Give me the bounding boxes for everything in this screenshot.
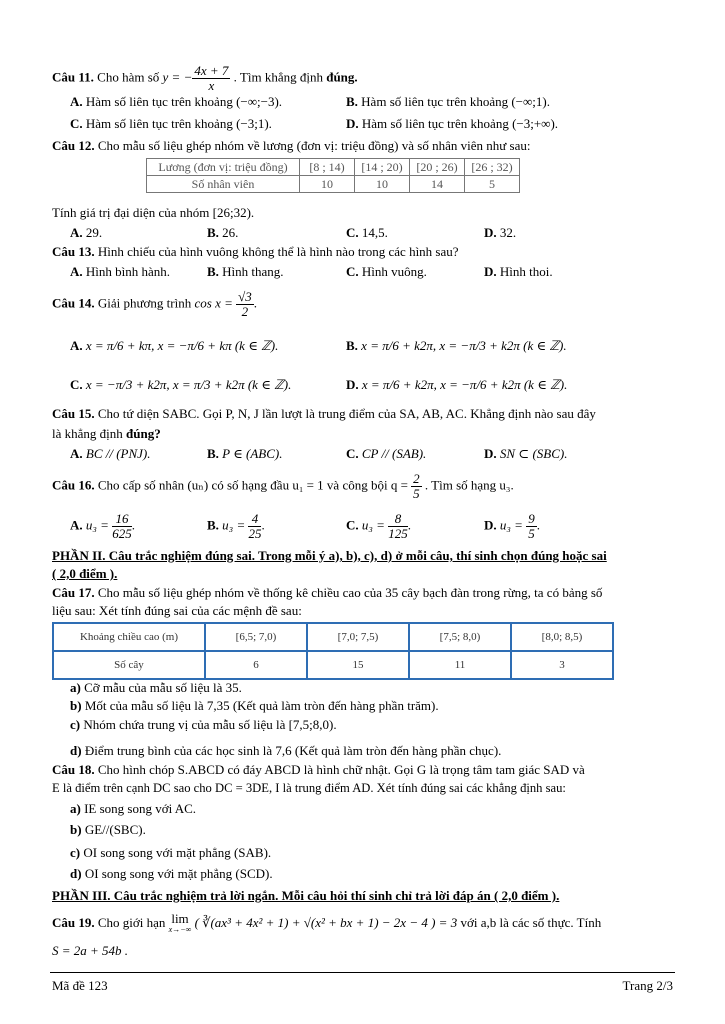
option-den: 5 [528,526,535,541]
option-key: C. [346,225,359,240]
q12-option-c[interactable] [346,225,388,241]
option-text: Hàm số liên tục trên khoảng (−∞;1). [361,94,550,109]
option-text: Hình vuông. [361,264,427,279]
option-key: D. [484,517,497,533]
item-key: c) [70,717,81,732]
q18-line1: Cho hình chóp S.ABCD có đáy ABCD là hình chữ nhật. Gọi G là trọng tâm tam giác SAD và [97,762,585,777]
q16-text: Cho cấp số nhân (uₙ) có số hạng đầu u₁ = 1 và công bội q = [97,477,408,493]
q19-limit [169,913,192,935]
q14-stem: Câu 14. Giải phương trình cos x = $\frac{√3}{2}$ . [52,289,257,319]
option-text: 32. [499,225,517,240]
q13-label: Câu 13. [52,244,95,259]
q11-option-d[interactable] [346,116,558,132]
option-num: 9 [528,511,535,526]
part3-heading: PHẦN III. Câu trắc nghiệm trả lời ngắn. Mỗi câu hỏi thí sinh chỉ trả lời đáp án ( 2,0 điểm ). [52,888,560,903]
q14-text: Giải phương trình [97,295,192,311]
table-cell: [8 ; 14) [300,159,355,176]
item-text: Điểm trung bình của các học sinh là 7,6 (Kết quả làm tròn đến hàng phần chục). [84,743,502,758]
option-num: 4 [248,512,261,527]
q14-eq-left: cos x = [194,295,233,311]
option-lhs: u₃ = [499,517,523,533]
option-key: D. [484,225,497,240]
q16-option-c[interactable]: C. u₃ = $\frac{8}{125}$ . [346,511,411,541]
q19-text: Cho giới hạn [97,914,166,930]
q17-item-a[interactable] [70,680,242,696]
q12-option-d[interactable] [484,225,516,241]
option-text: x = π/6 + k2π, x = −π/3 + k2π (k ∈ ℤ). [361,338,567,353]
item-text: GE//(SBC). [84,822,146,837]
q13-option-b[interactable] [207,264,284,280]
q11-func-prefix: y = − [162,69,193,85]
q11-option-a[interactable] [70,94,282,110]
q15-stem-line2 [52,426,161,442]
q18-item-c[interactable] [70,845,271,861]
q15-option-a[interactable] [70,446,151,462]
option-key: D. [346,116,359,131]
q18-line2: E là điểm trên cạnh DC sao cho DC = 3DE, I là trung điểm AD. Xét tính đúng sai các khẳng định sau: [52,781,566,795]
q16-q-den: 5 [413,486,420,501]
option-key: A. [70,225,83,240]
option-fraction [388,512,408,541]
option-text: BC // (PNJ). [85,446,151,461]
option-lhs: u₃ = [361,517,385,533]
option-text: CP // (SAB). [361,446,427,461]
q11-func-den: x [208,78,215,93]
exam-code: Mã đề 123 [52,978,108,993]
q15-label: Câu 15. [52,406,95,421]
table-cell: 15 [307,651,409,679]
q17-item-d[interactable] [70,743,501,759]
option-text: Hàm số liên tục trên khoảng (−3;1). [85,116,272,131]
option-key: B. [346,94,358,109]
option-key: D. [484,446,497,461]
q16-option-d[interactable]: D. u₃ = $\frac{9}{5}$ . [484,511,540,541]
q11-option-b[interactable] [346,94,550,110]
table-cell: Số cây [53,651,205,679]
q14-fraction [236,290,254,319]
q12-stem [52,138,530,154]
option-key: A. [70,94,83,109]
table-cell: [14 ; 20) [355,159,410,176]
q14-option-d[interactable] [346,377,567,393]
table-cell: Khoảng chiều cao (m) [53,623,205,651]
q16-fraction [411,472,422,501]
q17-stem [52,585,602,601]
option-fraction [112,512,132,541]
page-number: Trang 2/3 [622,978,673,993]
option-lhs: u₃ = [85,517,109,533]
q12-table [146,158,520,193]
q12-label: Câu 12. [52,138,95,153]
q16-label: Câu 16. [52,477,95,493]
q11-text-after: . Tìm khẳng định [233,69,323,85]
option-key: A. [70,338,83,353]
option-lhs: u₃ = [222,517,246,533]
option-text: Hàm số liên tục trên khoảng (−3;+∞). [361,116,559,131]
option-fraction [248,512,261,541]
table-cell: Lương (đơn vị: triệu đồng) [147,159,300,176]
item-key: d) [70,743,82,758]
option-text: P ∈ (ABC). [222,446,283,461]
q13-option-c[interactable] [346,264,427,280]
q19-expr: ( ∛(ax³ + 4x² + 1) + √(x² + bx + 1) − 2x − 4 ) = 3 [194,914,458,930]
option-key: C. [346,517,359,533]
item-text: OI song song với mặt phẳng (SAB). [83,845,272,860]
option-key: B. [207,264,219,279]
q16-option-b[interactable]: B. u₃ = $\frac{4}{25}$ . [207,511,265,541]
option-text: 14,5. [361,225,388,240]
q19-line2: S = 2a + 54b . [52,943,129,958]
option-den: 125 [388,526,408,541]
option-num: 8 [388,512,408,527]
option-text: 29. [85,225,103,240]
q12-question: Tính giá trị đại diện của nhóm [26;32). [52,205,255,220]
q14-eq-num: √3 [238,289,252,304]
option-key: C. [346,264,359,279]
option-key: D. [484,264,497,279]
table-row [147,159,520,176]
q15-line2: là khẳng định [52,426,123,441]
table-row [147,176,520,193]
item-text: Cỡ mẫu của mẫu số liệu là 35. [84,680,242,695]
option-key: C. [346,446,359,461]
q18-item-b[interactable] [70,822,146,838]
table-cell: [7,5; 8,0) [409,623,511,651]
table-cell: 3 [511,651,613,679]
option-text: Hình thoi. [499,264,553,279]
item-text: Nhóm chứa trung vị của mẫu số liệu là [7,5;8,0). [83,717,337,732]
item-text: OI song song với mặt phẳng (SCD). [84,866,273,881]
option-key: B. [207,225,219,240]
q16-text-after: . Tìm số hạng u₃. [424,477,514,493]
option-key: C. [70,377,83,392]
q12-text: Cho mẫu số liệu ghép nhóm về lương (đơn vị: triệu đồng) và số nhân viên như sau: [97,138,531,153]
table-cell: 14 [410,176,465,193]
table-cell: [26 ; 32) [465,159,520,176]
option-text: Hình thang. [222,264,284,279]
q13-stem [52,244,459,260]
q18-item-a[interactable] [70,801,196,817]
q12-option-b[interactable] [207,225,238,241]
q17-line2: liệu sau: Xét tính đúng sai của các mệnh đề sau: [52,603,302,618]
q14-label: Câu 14. [52,295,95,311]
q19-text-after: với a,b là các số thực. Tính [460,914,602,930]
q18-stem [52,762,585,778]
option-key: B. [207,446,219,461]
q18-label: Câu 18. [52,762,95,777]
q13-option-d[interactable] [484,264,553,280]
option-text: SN ⊂ (SBC). [499,446,568,461]
q17-label: Câu 17. [52,585,95,600]
table-cell: [7,0; 7,5) [307,623,409,651]
q16-option-a[interactable]: A. u₃ = $\frac{16}{625}$ . [70,511,135,541]
q17-table [52,622,614,680]
part2-heading: PHẦN II. Câu trắc nghiệm đúng sai. Trong mỗi ý a), b), c), d) ở mỗi câu, thí sinh chọn đúng hoặc sai [52,548,607,563]
item-key: b) [70,822,82,837]
q17-item-b[interactable] [70,698,439,714]
option-key: B. [207,517,219,533]
option-key: A. [70,446,83,461]
option-text: x = π/6 + kπ, x = −π/6 + kπ (k ∈ ℤ). [85,338,279,353]
q15-option-b[interactable] [207,446,282,462]
option-fraction [526,512,537,541]
option-den: 625 [112,526,132,541]
q14-option-a[interactable] [70,338,278,354]
table-row [53,623,613,651]
q13-text: Hình chiếu của hình vuông không thể là hình nào trong các hình sau? [97,244,459,259]
item-text: IE song song với AC. [84,801,197,816]
item-key: b) [70,698,82,713]
item-text: Mốt của mẫu số liệu là 7,35 (Kết quả làm tròn đến hàng phần trăm). [84,698,439,713]
item-key: a) [70,801,81,816]
q14-option-c[interactable] [70,377,291,393]
q11-option-c[interactable] [70,116,272,132]
q11-func-num: 4x + 7 [194,63,229,78]
table-cell: 5 [465,176,520,193]
q19-lim-sub: x→−∞ [168,925,192,934]
option-key: A. [70,517,83,533]
q15-emphasis: đúng? [126,426,161,441]
option-key: C. [70,116,83,131]
table-cell: 11 [409,651,511,679]
table-cell: 10 [355,176,410,193]
q11-fraction [192,64,230,93]
q17-item-c[interactable] [70,717,337,733]
q14-option-b[interactable] [346,338,567,354]
item-key: d) [70,866,82,881]
footer-divider [50,972,675,973]
q15-option-d[interactable] [484,446,567,462]
q19-label: Câu 19. [52,914,95,930]
table-cell: Số nhân viên [147,176,300,193]
q12-option-a[interactable] [70,225,102,241]
item-key: a) [70,680,81,695]
q19-lim: lim [171,911,189,926]
q11-stem [52,64,358,93]
table-cell: 10 [300,176,355,193]
option-key: B. [346,338,358,353]
option-text: x = π/6 + k2π, x = −π/6 + k2π (k ∈ ℤ). [361,377,568,392]
table-cell: [8,0; 8,5) [511,623,613,651]
q11-label: Câu 11. [52,69,94,85]
table-cell: [20 ; 26) [410,159,465,176]
option-text: 26. [222,225,239,240]
q16-q-num: 2 [413,471,420,486]
q15-line1: Cho tứ diện SABC. Gọi P, N, J lần lượt là trung điểm của SA, AB, AC. Khẳng định nào sau đây [97,406,596,421]
table-row [53,651,613,679]
q15-option-c[interactable] [346,446,426,462]
q17-line1: Cho mẫu số liệu ghép nhóm về thống kê chiều cao của 35 cây bạch đàn trong rừng, ta có bảng số [97,585,603,600]
q14-eq-den: 2 [241,304,249,319]
q15-stem [52,406,596,422]
option-text: Hàm số liên tục trên khoảng (−∞;−3). [85,94,283,109]
q11-emphasis: đúng. [326,69,358,85]
option-key: D. [346,377,359,392]
option-key: A. [70,264,83,279]
option-num: 16 [112,512,132,527]
q18-item-d[interactable] [70,866,273,882]
table-cell: [6,5; 7,0) [205,623,307,651]
option-text: x = −π/3 + k2π, x = π/3 + k2π (k ∈ ℤ). [85,377,292,392]
part2-points: ( 2,0 điểm ). [52,566,118,581]
table-cell: 6 [205,651,307,679]
option-text: Hình bình hành. [85,264,171,279]
q16-stem [52,472,514,501]
q13-option-a[interactable] [70,264,170,280]
q19-stem [52,913,601,935]
option-den: 25 [248,526,262,541]
q11-text: Cho hàm số [97,69,160,85]
item-key: c) [70,845,81,860]
